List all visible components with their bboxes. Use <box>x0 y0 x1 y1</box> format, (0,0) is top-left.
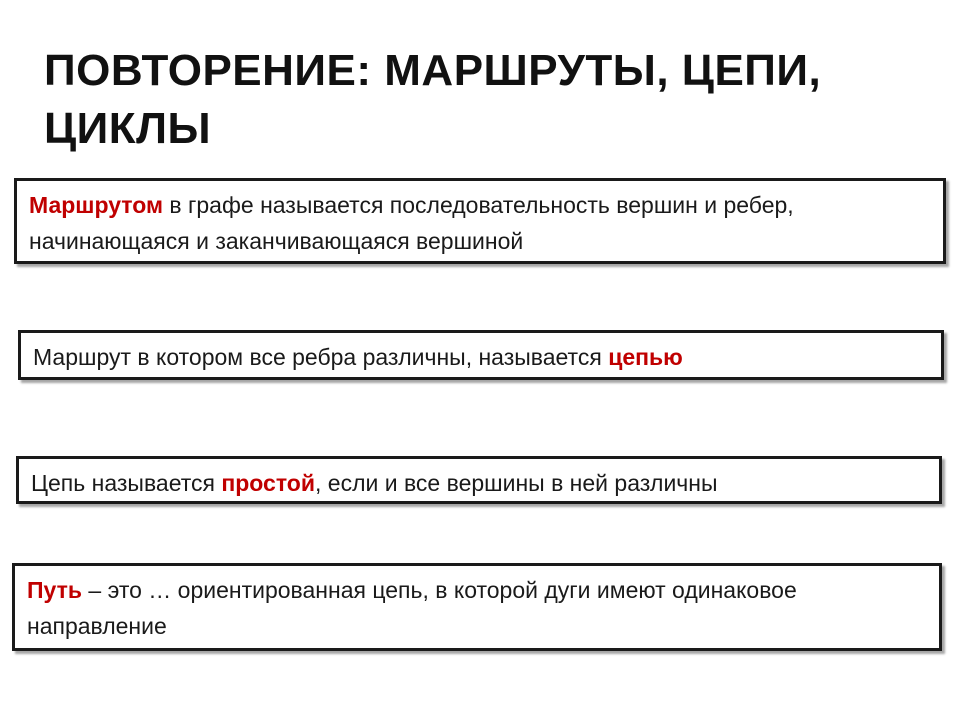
definition-text-after: , если и все вершины в ней различны <box>315 470 718 496</box>
definition-term: Маршрутом <box>29 192 163 218</box>
definition-term: цепью <box>608 344 683 370</box>
definition-text-after: в графе называется последовательность вершин и ребер, начинающаяся и заканчивающаяся вершиной <box>29 192 794 254</box>
definition-box-simple-chain <box>16 456 942 504</box>
definition-term: Путь <box>27 577 83 603</box>
definition-text-before: Цепь называется <box>31 470 222 496</box>
definition-box-chain <box>18 330 944 380</box>
definition-text-before: Маршрут в котором все ребра различны, называется <box>33 344 609 370</box>
definition-term: простой <box>221 470 315 496</box>
definition-box-path <box>12 563 942 651</box>
definition-text-after: – это … ориентированная цепь, в которой дуги имеют одинаковое направление <box>27 577 797 639</box>
slide-title: ПОВТОРЕНИЕ: МАРШРУТЫ, ЦЕПИ, ЦИКЛЫ <box>44 46 822 153</box>
definition-box-route <box>14 178 946 264</box>
